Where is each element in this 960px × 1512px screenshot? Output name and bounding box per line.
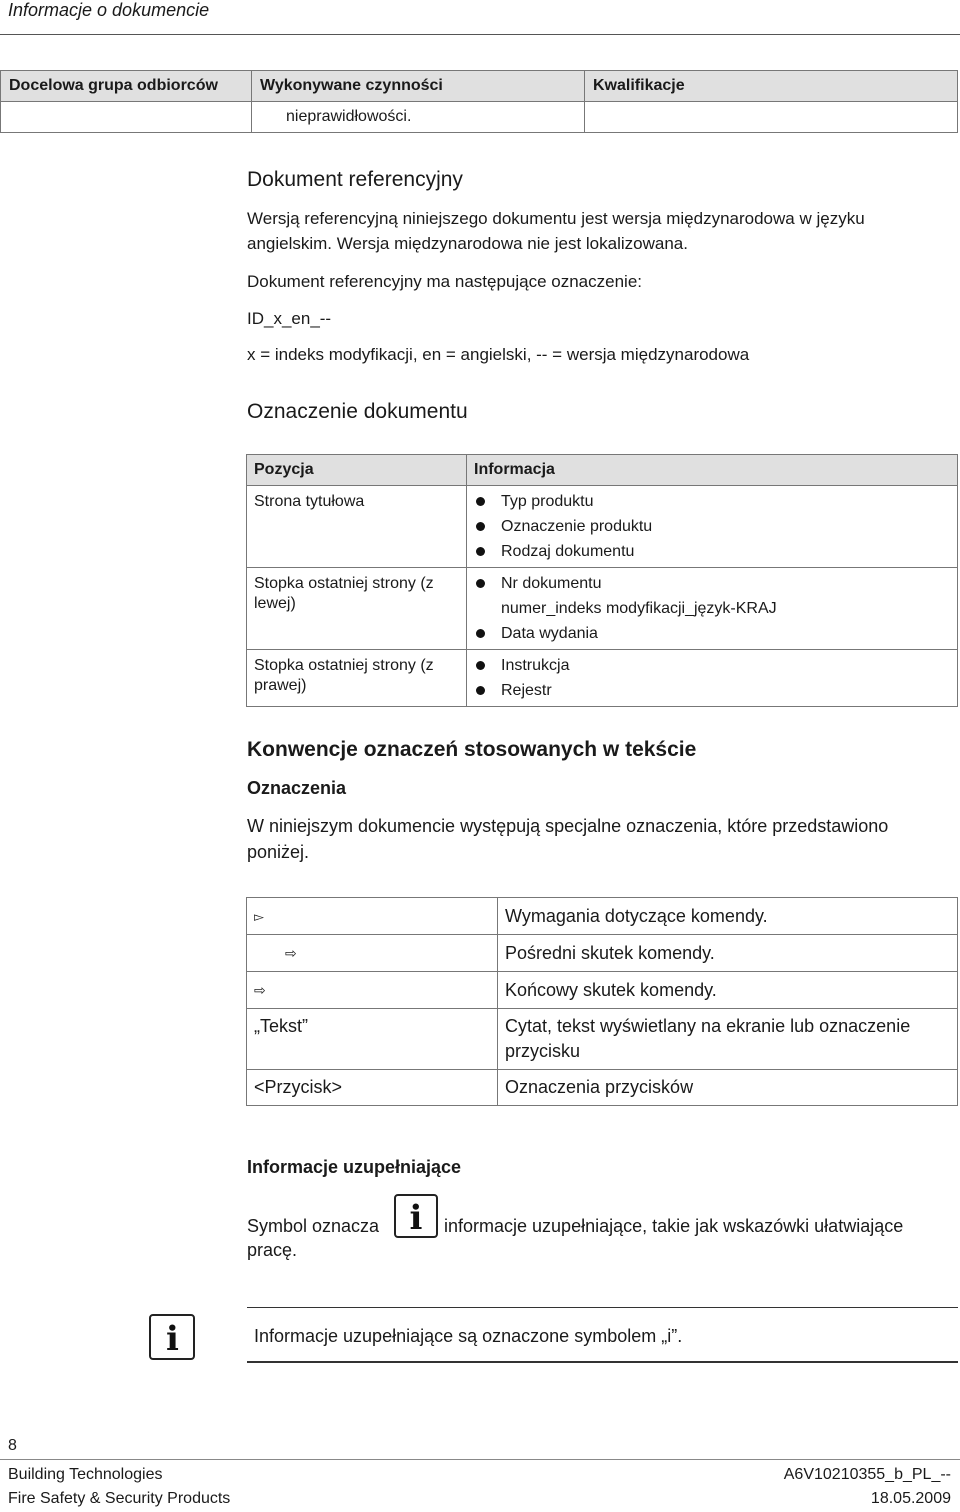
cell-empty	[1, 102, 252, 133]
conventions-heading: Konwencje oznaczeń stosowanych w tekście	[247, 738, 697, 761]
col-activities: Wykonywane czynności	[252, 71, 585, 102]
footer-company: Building Technologies	[8, 1466, 163, 1483]
list-item: Instrukcja	[474, 653, 950, 678]
table-row	[247, 898, 958, 935]
symbol-cell: „Tekst”	[247, 1009, 498, 1070]
footer-division: Fire Safety & Security Products	[8, 1490, 231, 1507]
ref-doc-line: angielskim. Wersja międzynarodowa nie jest lokalizowana.	[247, 234, 688, 253]
desc-cell: Wymagania dotyczące komendy.	[498, 898, 958, 935]
table-row	[247, 568, 958, 650]
conventions-line: poniżej.	[247, 842, 310, 862]
position-cell: Stopka ostatniej strony (z lewej)	[247, 568, 467, 650]
ref-doc-paragraph	[247, 206, 865, 256]
position-cell: Stopka ostatniej strony (z prawej)	[247, 650, 467, 707]
desc-cell: Końcowy skutek komendy.	[498, 972, 958, 1009]
info-cell	[467, 650, 958, 707]
info-icon	[149, 1314, 195, 1360]
cell-activities-text: nieprawidłowości.	[252, 102, 585, 133]
info-icon-glyph: i	[409, 1198, 423, 1238]
symbol-cell: ⇨	[247, 935, 498, 972]
table-row	[247, 935, 958, 972]
conventions-paragraph	[247, 813, 888, 865]
symbol-cell: ▻	[247, 898, 498, 935]
list-item: Rodzaj dokumentu	[474, 539, 950, 564]
list-item: Nr dokumentu	[474, 571, 950, 596]
footer-doc-id: A6V10210355_b_PL_--	[783, 1466, 951, 1483]
info-icon	[394, 1194, 438, 1238]
col-qualifications: Kwalifikacje	[585, 71, 958, 102]
list-item: Data wydania	[474, 621, 950, 646]
doc-marking-heading: Oznaczenie dokumentu	[247, 400, 468, 423]
conventions-table	[246, 897, 958, 1106]
supplementary-text-after: informacje uzupełniające, takie jak wskazówki ułatwiające	[444, 1216, 904, 1236]
supplementary-text-line2: pracę.	[247, 1240, 298, 1260]
audience-table	[0, 70, 958, 133]
cell-empty	[585, 102, 958, 133]
ref-doc-legend: x = indeks modyfikacji, en = angielski, -- = wersja międzynarodowa	[247, 345, 750, 364]
list-item: numer_indeks modyfikacji_język-KRAJ	[501, 600, 777, 617]
footer-divider	[0, 1459, 960, 1460]
conventions-subheading: Oznaczenia	[247, 778, 347, 798]
conventions-line: W niniejszym dokumencie występują specjalne oznaczenia, które przedstawiono	[247, 816, 889, 836]
ref-doc-marking-intro: Dokument referencyjny ma następujące oznaczenie:	[247, 272, 642, 291]
footer-date: 18.05.2009	[870, 1490, 951, 1507]
info-cell	[467, 568, 958, 650]
table-row	[247, 972, 958, 1009]
col-position: Pozycja	[247, 455, 467, 486]
symbol-cell: <Przycisk>	[247, 1070, 498, 1106]
info-icon-glyph: i	[165, 1319, 179, 1359]
desc-cell: Cytat, tekst wyświetlany na ekranie lub oznaczenie przycisku	[498, 1009, 958, 1070]
note-bottom-divider	[247, 1361, 958, 1363]
info-cell	[467, 486, 958, 568]
desc-cell: Pośredni skutek komendy.	[498, 935, 958, 972]
list-item: Typ produktu	[474, 489, 950, 514]
col-information: Informacja	[467, 455, 958, 486]
table-row	[247, 1009, 958, 1070]
list-item: Rejestr	[474, 678, 950, 703]
note-top-divider	[247, 1307, 958, 1308]
supplementary-heading: Informacje uzupełniające	[247, 1157, 462, 1177]
ref-doc-line: Wersją referencyjną niniejszego dokumentu jest wersja międzynarodowa w języku	[247, 209, 865, 228]
supplementary-note: Informacje uzupełniające są oznaczone symbolem „i”.	[254, 1326, 683, 1346]
desc-cell: Oznaczenia przycisków	[498, 1070, 958, 1106]
ref-doc-code: ID_x_en_--	[247, 309, 332, 328]
table-row	[247, 650, 958, 707]
supplementary-text-before: Symbol oznacza	[247, 1216, 380, 1236]
table-row	[247, 486, 958, 568]
doc-marking-table	[246, 454, 958, 707]
col-audience: Docelowa grupa odbiorców	[1, 71, 252, 102]
page-header-title: Informacje o dokumencie	[8, 0, 210, 20]
list-item: Oznaczenie produktu	[474, 514, 950, 539]
position-cell: Strona tytułowa	[247, 486, 467, 568]
page-number: 8	[8, 1437, 17, 1454]
symbol-cell: ⇨	[247, 972, 498, 1009]
ref-doc-heading: Dokument referencyjny	[247, 168, 463, 191]
header-divider	[0, 34, 960, 35]
table-row	[247, 1070, 958, 1106]
